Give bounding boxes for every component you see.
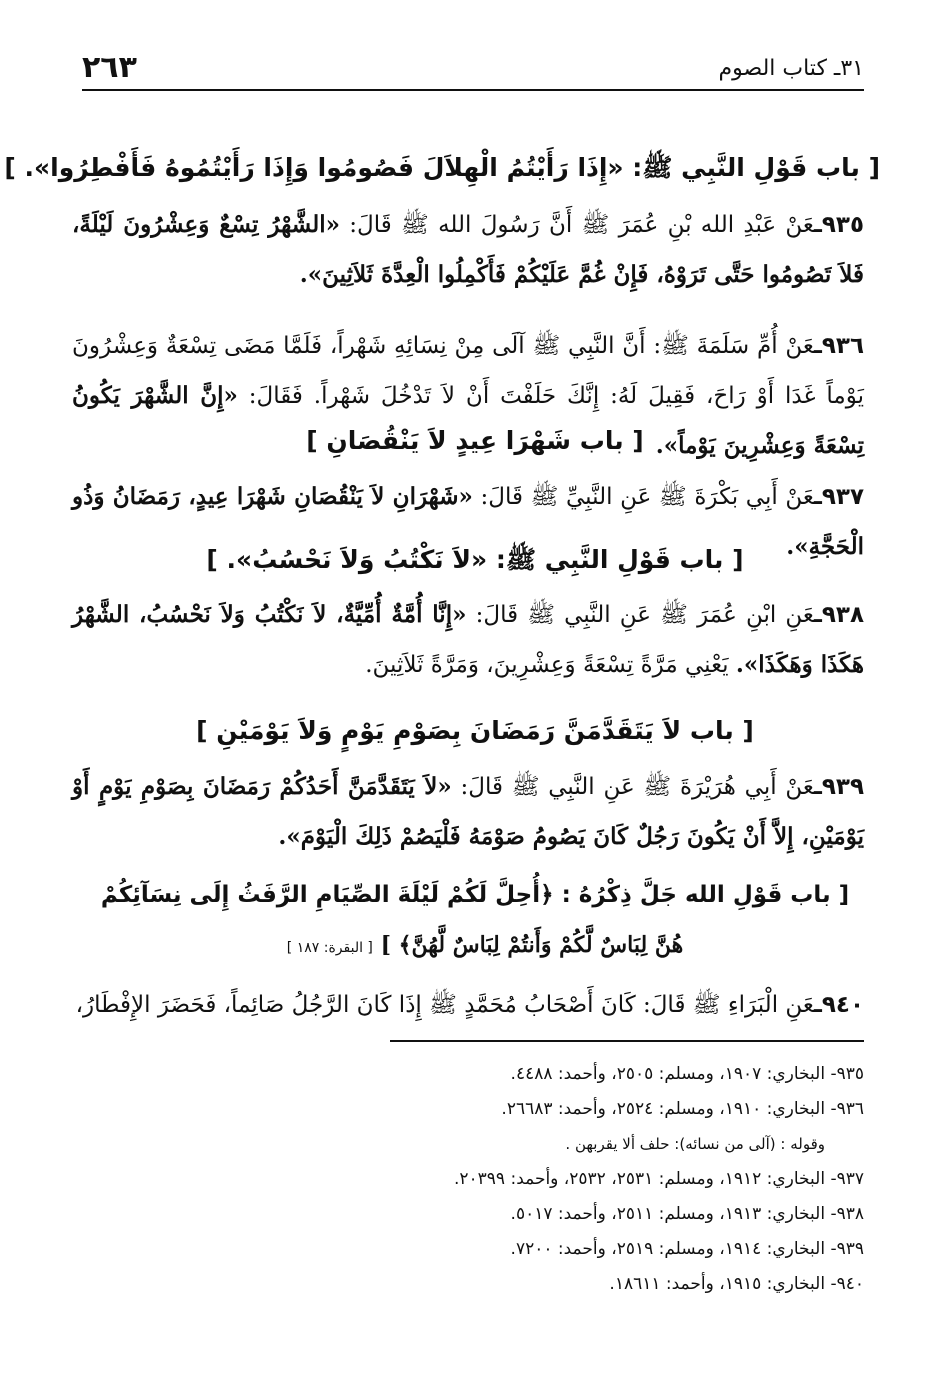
hadith-number: ٩٣٥ـ	[814, 212, 864, 238]
hadith-938	[72, 590, 864, 690]
hadith-939	[72, 762, 864, 862]
header-divider	[82, 89, 864, 91]
hadith-quote: «شَهْرَانِ لاَ يَنْقُصَانِ شَهْرَا عِيدٍ، رَمَضَانُ وَذُو الْحَجَّةِ».	[72, 483, 864, 560]
hadith-intro: عَنْ أُمِّ سَلَمَةَ ﷺ: أَنَّ النَّبِي ﷺ آلَى مِنْ نِسَائِهِ شَهْراً، فَلَمَّا مَضَى تِسْعَةٌ وَعِشْرُونَ يَوْماً غَدَا أَوْ رَاحَ، فَقِيلَ لَهُ: إِنَّكَ حَلَفْتَ أَنْ لاَ تَدْخُلَ شَهْراً. فَقَالَ:	[72, 333, 864, 409]
hadith-comment: يَعْنِي مَرَّةً تِسْعَةً وَعِشْرِينَ، وَمَرَّةً ثَلاَثِينَ.	[365, 652, 736, 678]
hadith-quote: «لاَ يَتَقَدَّمَنَّ أَحَدُكُمْ رَمَضَانَ بِصَوْمِ يَوْمٍ أَوْ يَوْمَيْنِ، إِلاَّ أَنْ يَكُونَ رَجُلٌ كَانَ يَصُومُ صَوْمَهُ فَلْيَصُمْ ذَلِكَ الْيَوْمَ».	[72, 773, 864, 850]
hadith-940	[72, 980, 864, 1030]
footnote-938: ٩٣٨- البخاري: ١٩١٣، ومسلم: ٢٥١١، وأحمد: ٥٠١٧.	[510, 1204, 864, 1224]
footnote-936: ٩٣٦- البخاري: ١٩١٠، ومسلم: ٢٥٢٤، وأحمد: ٢٦٦٨٣.	[501, 1099, 864, 1119]
hadith-number: ٩٣٩ـ	[814, 774, 864, 800]
footnote-936-gloss: وقوله : (آلى من نسائه): حلف ألا يقربهن .	[565, 1135, 825, 1153]
quran-reference: [ البقرة: ١٨٧ ]	[286, 940, 373, 956]
hadith-intro: عَنْ عَبْدِ الله بْنِ عُمَرَ ﷺ أَنَّ رَسُولَ الله ﷺ قَالَ:	[340, 212, 814, 238]
chapter-heading-4: [ باب لاَ يَتَقَدَّمَنَّ رَمَضَانَ بِصَوْمِ يَوْمٍ وَلاَ يَوْمَيْنِ ]	[196, 716, 754, 745]
chapter-heading-5-cont	[250, 932, 720, 958]
hadith-intro: عَنْ أَبِي هُرَيْرَةَ ﷺ عَنِ النَّبِي ﷺ قَالَ:	[451, 774, 814, 800]
hadith-quote: «إِنَّ الشَّهْرَ يَكُونُ تِسْعَةً وَعِشْرِينَ يَوْماً».	[72, 382, 864, 459]
chapter-heading-2: [ باب شَهْرَا عِيدٍ لاَ يَنْقُصَانِ ]	[306, 426, 644, 455]
footnote-935: ٩٣٥- البخاري: ١٩٠٧، ومسلم: ٢٥٠٥، وأحمد: ٤٤٨٨.	[510, 1064, 864, 1084]
hadith-935	[72, 200, 864, 300]
hadith-intro: عَنِ ابْنِ عُمَرَ ﷺ عَنِ النَّبِي ﷺ قَالَ:	[466, 602, 814, 628]
hadith-quote: «الشَّهْرُ تِسْعٌ وَعِشْرُونَ لَيْلَةً، فَلاَ تَصُومُوا حَتَّى تَرَوْهُ، فَإِنْ غُمَّ عَلَيْكُمْ فَأَكْمِلُوا الْعِدَّةَ ثَلاَثِينَ».	[72, 211, 864, 288]
chapter-title: ٣١ـ كتاب الصوم	[718, 56, 864, 81]
hadith-number: ٩٣٦ـ	[814, 333, 864, 359]
hadith-quote: «إِنَّا أُمَّةٌ أُمِّيَّةٌ، لاَ نَكْتُبُ وَلاَ نَحْسُبُ، الشَّهْرُ هَكَذَا وَهَكَذَا».	[72, 601, 864, 678]
hadith-number: ٩٣٧ـ	[814, 484, 864, 510]
footnote-937: ٩٣٧- البخاري: ١٩١٢، ومسلم: ٢٥٣١، ٢٥٣٢، وأحمد: ٢٠٣٩٩.	[454, 1169, 864, 1189]
footnote-939: ٩٣٩- البخاري: ١٩١٤، ومسلم: ٢٥١٩، وأحمد: ٧٢٠٠.	[510, 1239, 864, 1259]
page-number: ٢٦٣	[82, 50, 137, 85]
hadith-number: ٩٤٠ـ	[814, 992, 864, 1018]
chapter-heading-5: [ باب قَوْلِ الله جَلَّ ذِكْرُهُ : ﴿أُحِلَّ لَكُمْ لَيْلَةَ الصِّيَامِ الرَّفَثُ إِلَى نِسَآئِكُمْ	[100, 882, 850, 908]
footnote-divider	[390, 1040, 864, 1042]
hadith-intro: عَنِ الْبَرَاءِ ﷺ قَالَ: كَانَ أَصْحَابُ مُحَمَّدٍ ﷺ إِذَا كَانَ الرَّجُلُ صَائِماً، فَحَضَرَ الإِفْطَارُ،	[75, 992, 814, 1018]
running-header	[82, 42, 864, 92]
chapter-heading-1: [ باب قَوْلِ النَّبِي ﷺ: «إِذَا رَأَيْتُمُ الْهِلاَلَ فَصُومُوا وَإِذَا رَأَيْتُمُوهُ فَأَفْطِرُوا». ]	[4, 153, 880, 182]
hadith-number: ٩٣٨ـ	[814, 602, 864, 628]
hadith-intro: عَنْ أَبِي بَكْرَةَ ﷺ عَنِ النَّبِيِّ ﷺ قَالَ:	[472, 484, 814, 510]
quran-verse: هُنَّ لِبَاسٌ لَّكُمْ وَأَنتُمْ لِبَاسٌ لَّهُنَّ﴾ ]	[380, 932, 684, 958]
footnote-940: ٩٤٠- البخاري: ١٩١٥، وأحمد: ١٨٦١١.	[609, 1274, 864, 1294]
chapter-heading-3: [ باب قَوْلِ النَّبِي ﷺ: «لاَ نَكْتُبُ وَلاَ نَحْسُبُ». ]	[206, 545, 744, 574]
